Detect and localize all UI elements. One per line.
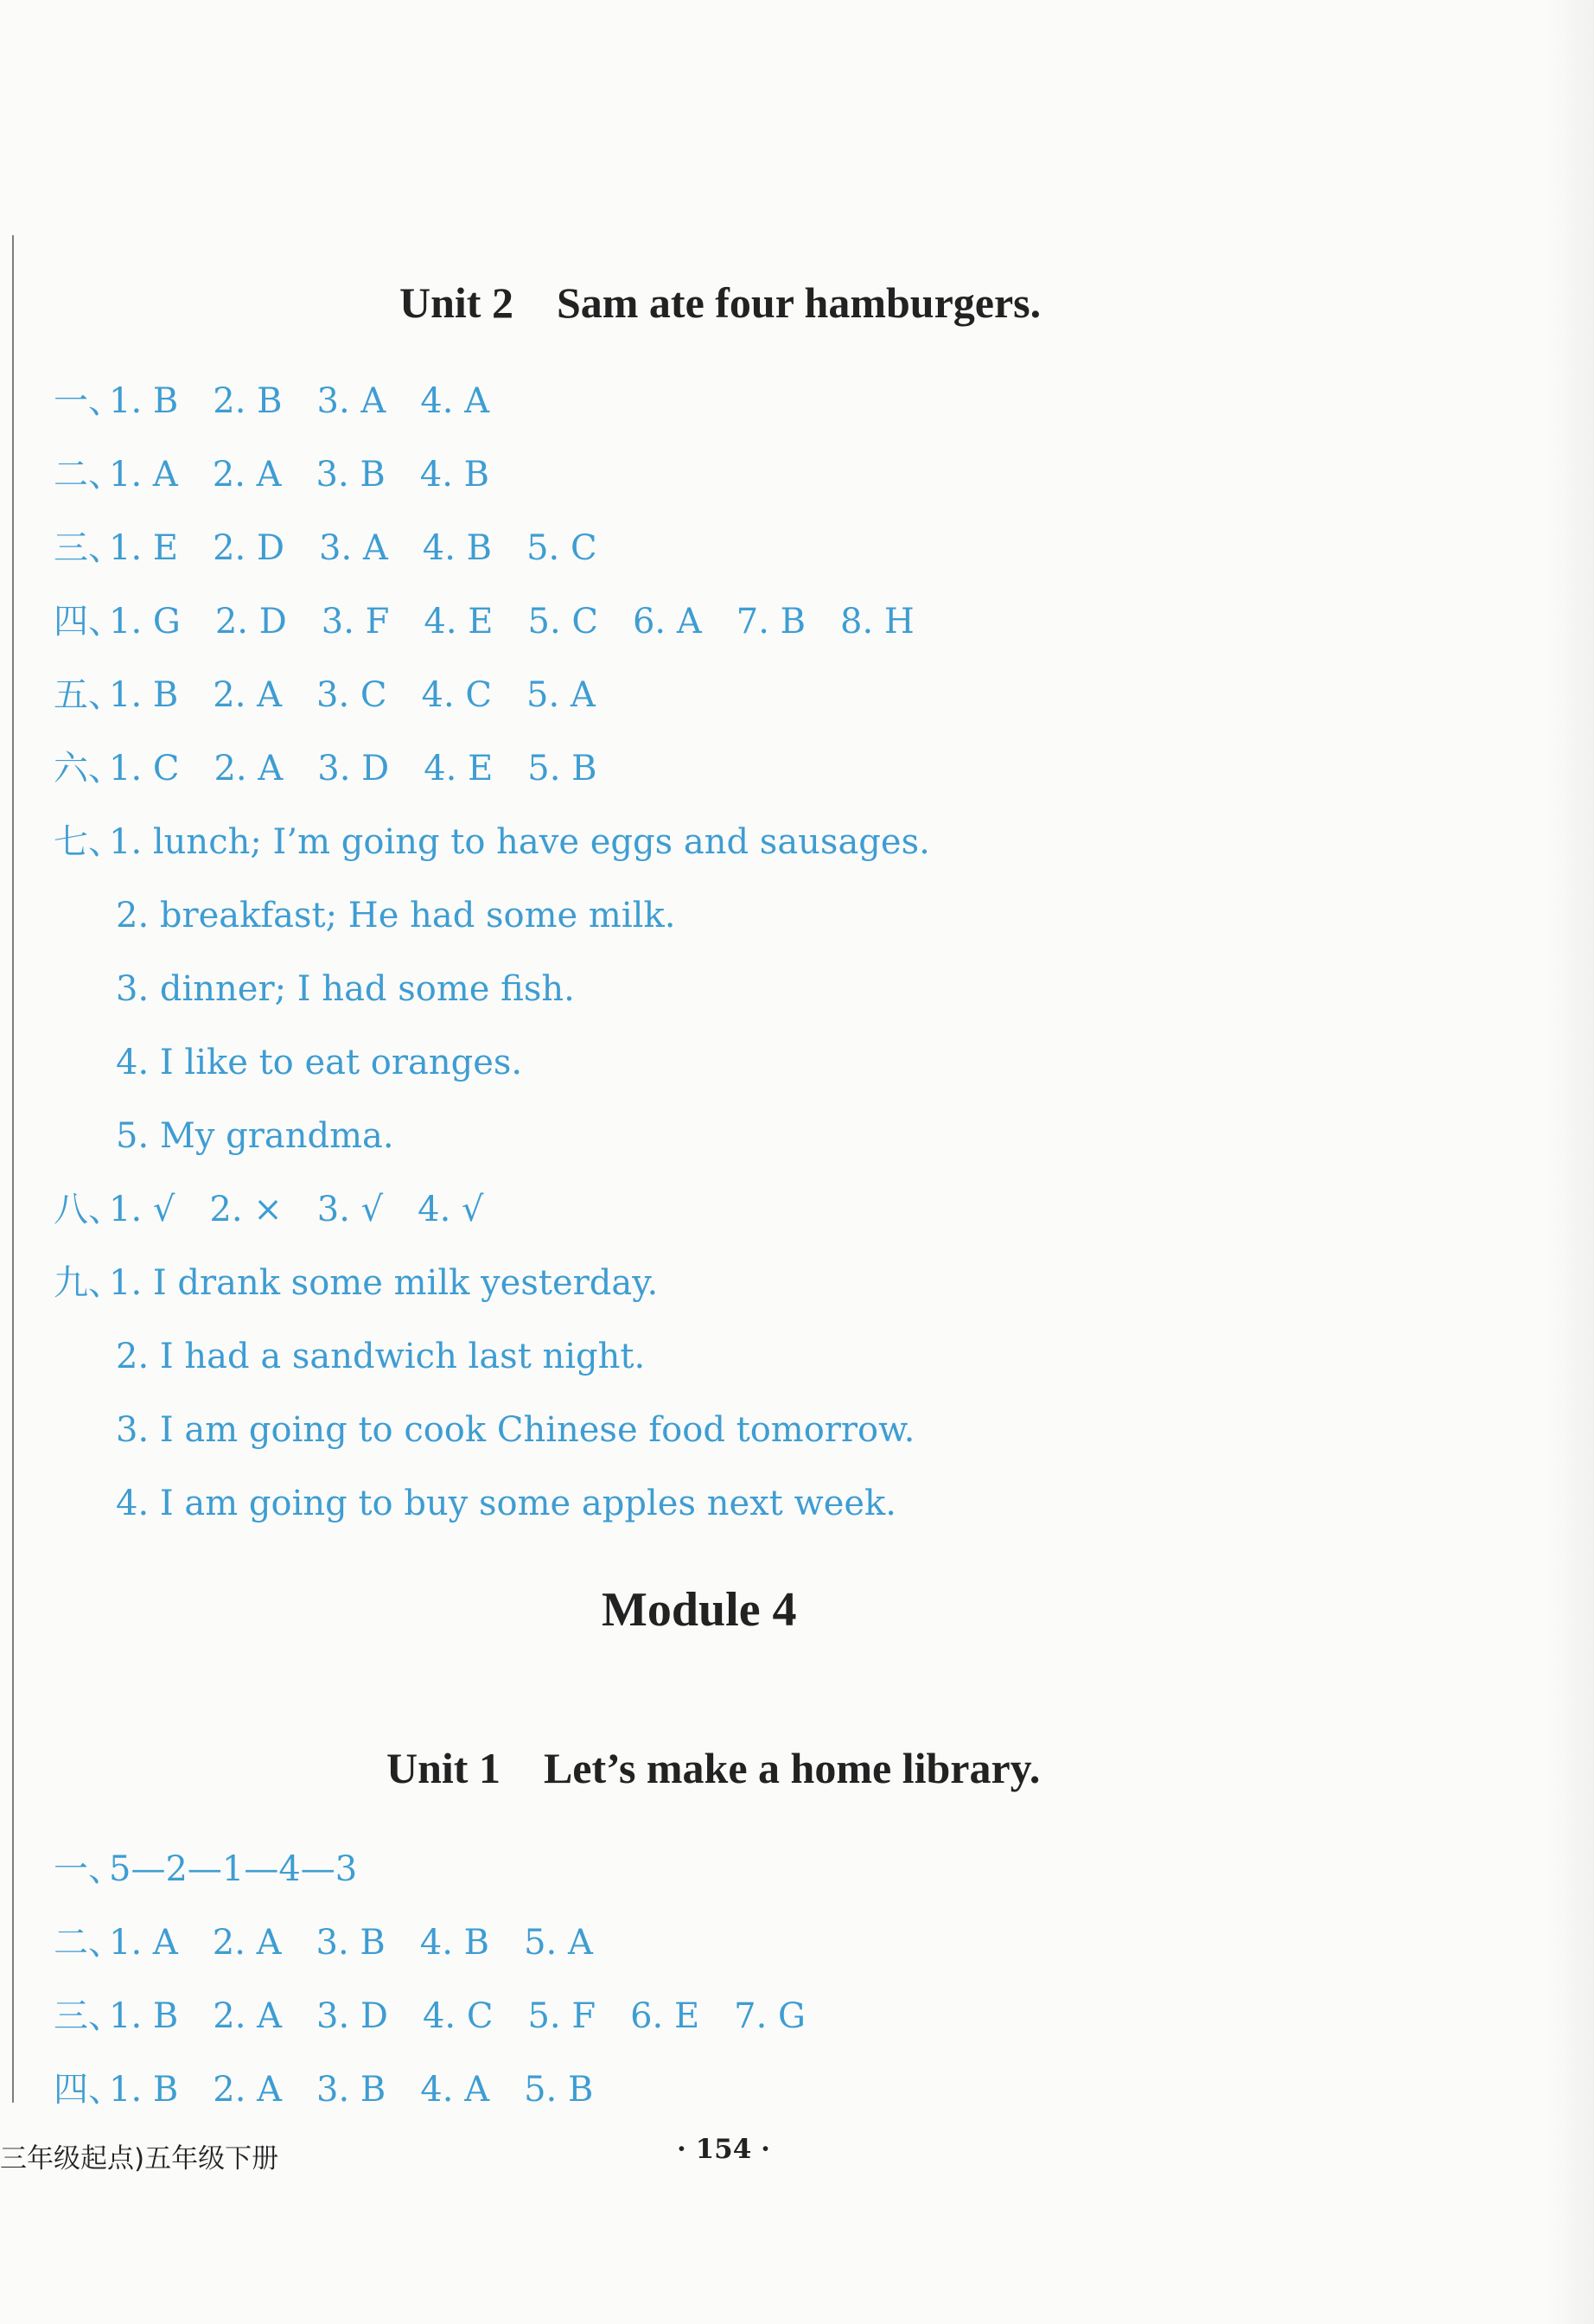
answer-text: 1. √ 2. × 3. √ 4. √ [109,1190,484,1229]
answer-line [54,822,930,862]
section-marker: 二、 [54,455,123,495]
answer-subline: 5. My grandma. [116,1116,394,1156]
section-marker: 五、 [54,675,123,715]
answer-text: 1. E 2. D 3. A 4. B 5. C [109,528,597,568]
answer-line [54,751,597,786]
answer-text: 1. A 2. A 3. B 4. B [109,455,490,495]
answer-line [54,675,596,715]
section-marker: 七、 [54,822,123,862]
section-marker: 一、 [54,1849,123,1889]
section-marker: 四、 [54,602,123,642]
answer-subline: 2. breakfast; He had some milk. [116,896,676,935]
footer-book-title: 三年级起点)五年级下册 [0,2143,279,2174]
answer-line [54,455,490,495]
answer-text: 1. G 2. D 3. F 4. E 5. C 6. A 7. B 8. H [109,602,915,642]
module4-unit1-title: Unit 1 Let’s make a home library. [386,1744,1041,1792]
answer-text: 1. I drank some milk yesterday. [109,1263,659,1303]
answer-subline: 4. I am going to buy some apples next week. [116,1484,897,1523]
answer-line [54,1996,807,2036]
section-marker: 一、 [54,381,123,421]
answer-subline: 4. I like to eat oranges. [116,1043,523,1082]
answer-line [54,1923,593,1963]
section-marker: 八、 [54,1190,123,1229]
answer-subline: 3. I am going to cook Chinese food tomorrow. [116,1410,915,1450]
answer-text: 1. A 2. A 3. B 4. B 5. A [109,1923,593,1963]
answer-subline: 3. dinner; I had some fish. [116,969,575,1009]
answer-text: 1. B 2. B 3. A 4. A [109,381,490,421]
answer-line [54,381,490,421]
section-marker: 二、 [54,1923,123,1963]
answer-line [54,1849,358,1889]
answer-text: 1. B 2. A 3. D 4. C 5. F 6. E 7. G [109,1996,807,2036]
page-edge-shadow [1547,0,1594,2324]
unit2-title: Unit 2 Sam ate four hamburgers. [399,278,1042,327]
answer-line [54,1192,484,1227]
margin-rule [12,235,14,2103]
answer-line [54,602,915,642]
section-marker: 九、 [54,1263,123,1303]
section-marker: 三、 [54,528,123,568]
answer-text: 5—2—1—4—3 [109,1849,358,1889]
section-marker: 六、 [54,749,123,788]
section-marker: 四、 [54,2070,123,2110]
answer-line [54,1263,659,1303]
answer-text: 1. B 2. A 3. B 4. A 5. B [109,2070,594,2110]
answer-text: 1. B 2. A 3. C 4. C 5. A [109,675,596,715]
answer-line [54,2070,594,2110]
page-number: · 154 · [677,2134,770,2165]
section-marker: 三、 [54,1996,123,2036]
answer-line [54,528,597,568]
answer-subline: 2. I had a sandwich last night. [116,1337,646,1376]
answer-text: 1. C 2. A 3. D 4. E 5. B [109,749,597,788]
answer-text: 1. lunch; I’m going to have eggs and sausages. [109,822,930,862]
module4-title: Module 4 [602,1583,797,1637]
